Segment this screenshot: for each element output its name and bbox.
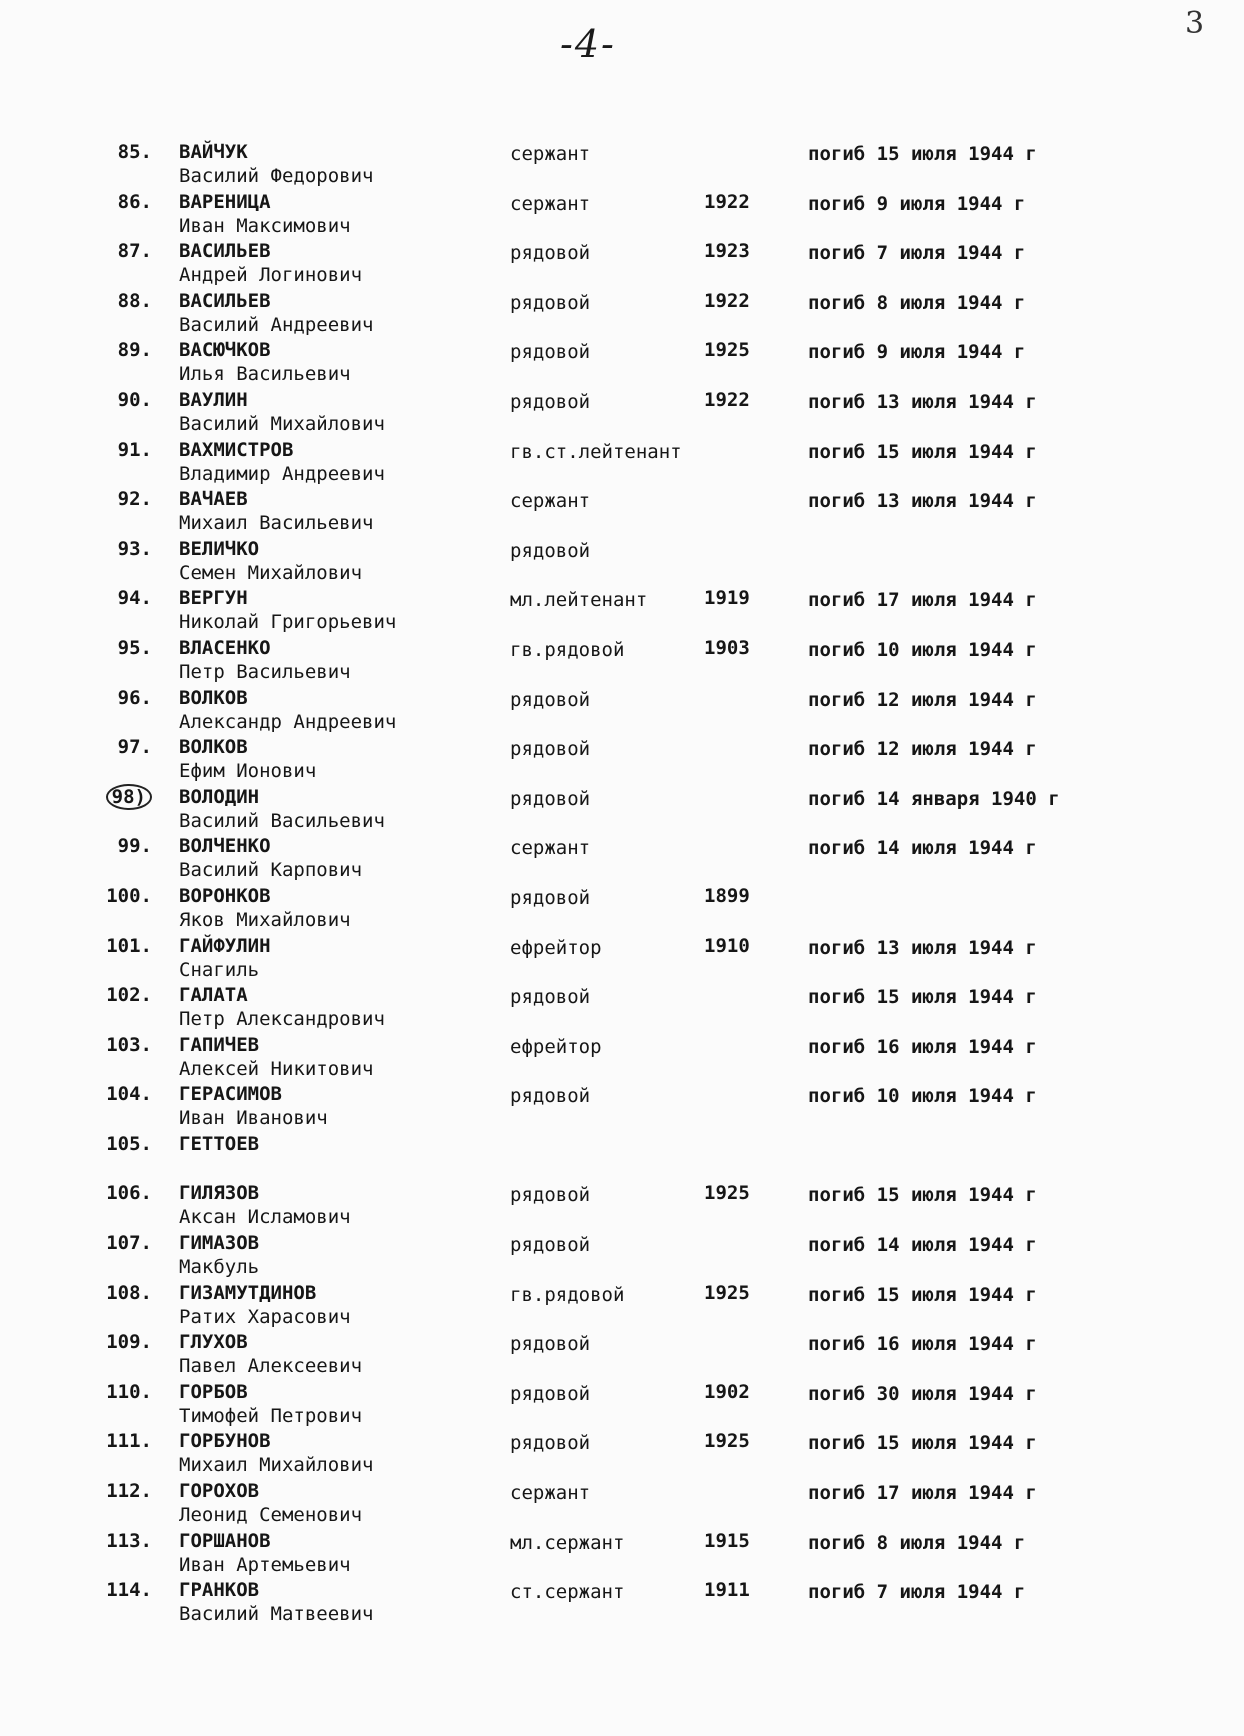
list-item bbox=[0, 338, 1244, 388]
list-item bbox=[0, 1033, 1244, 1083]
fate-note: погиб 15 июля 1944 г bbox=[808, 440, 1037, 463]
surname: ГЕРАСИМОВ bbox=[179, 1083, 282, 1106]
list-item bbox=[0, 636, 1244, 686]
military-rank: рядовой bbox=[510, 539, 591, 562]
list-item bbox=[0, 1281, 1244, 1331]
fate-note: погиб 14 июля 1944 г bbox=[808, 1234, 1037, 1257]
surname: ГЛУХОВ bbox=[179, 1331, 248, 1354]
record-number: 96. bbox=[117, 686, 152, 709]
birth-year: 1922 bbox=[704, 388, 750, 411]
birth-year: 1922 bbox=[704, 289, 750, 312]
list-item bbox=[0, 239, 1244, 289]
given-name: Павел Алексеевич bbox=[179, 1355, 363, 1378]
fate-note: погиб 15 июля 1944 г bbox=[808, 1283, 1037, 1306]
birth-year: 1910 bbox=[704, 934, 750, 957]
given-name: Ратих Харасович bbox=[179, 1305, 351, 1328]
fate-note: погиб 17 июля 1944 г bbox=[808, 1482, 1037, 1505]
surname: ВАЙЧУК bbox=[179, 141, 248, 163]
record-number: 94. bbox=[117, 587, 152, 610]
given-name: Яков Михайлович bbox=[179, 908, 351, 931]
surname: ГЕТТОЕВ bbox=[179, 1132, 260, 1155]
given-name: Василий Андреевич bbox=[179, 313, 374, 336]
birth-year: 1925 bbox=[704, 1182, 750, 1205]
given-name: Петр Васильевич bbox=[179, 660, 351, 683]
list-item bbox=[0, 438, 1244, 488]
given-name: Снагиль bbox=[179, 958, 260, 981]
surname: ВАСЮЧКОВ bbox=[179, 339, 271, 362]
military-rank: рядовой bbox=[510, 986, 591, 1009]
surname: ВАУЛИН bbox=[179, 388, 248, 411]
fate-note: погиб 17 июля 1944 г bbox=[808, 589, 1037, 612]
given-name: Леонид Семенович bbox=[179, 1504, 363, 1527]
list-item bbox=[0, 884, 1244, 934]
birth-year: 1911 bbox=[704, 1579, 750, 1602]
fate-note: погиб 8 июля 1944 г bbox=[808, 1531, 1026, 1554]
military-rank: рядовой bbox=[510, 1432, 591, 1455]
fate-note: погиб 15 июля 1944 г bbox=[808, 1184, 1037, 1207]
fate-note: погиб 12 июля 1944 г bbox=[808, 688, 1037, 711]
military-rank: гв.ст.лейтенант bbox=[510, 440, 682, 463]
record-number: 85. bbox=[117, 141, 152, 163]
birth-year: 1915 bbox=[704, 1529, 750, 1552]
birth-year: 1923 bbox=[704, 240, 750, 263]
surname: ВАСИЛЬЕВ bbox=[179, 240, 271, 263]
record-number: 108. bbox=[106, 1281, 152, 1304]
fate-note: погиб 16 июля 1944 г bbox=[808, 1035, 1037, 1058]
military-rank: гв.рядовой bbox=[510, 638, 625, 661]
list-item bbox=[0, 735, 1244, 785]
list-item bbox=[0, 1181, 1244, 1231]
military-rank: рядовой bbox=[510, 1085, 591, 1108]
fate-note: погиб 12 июля 1944 г bbox=[808, 738, 1037, 761]
surname: ВОРОНКОВ bbox=[179, 884, 271, 907]
military-rank: рядовой bbox=[510, 1234, 591, 1257]
record-number: 110. bbox=[106, 1380, 152, 1403]
given-name: Александр Андреевич bbox=[179, 710, 397, 733]
list-item bbox=[0, 537, 1244, 587]
surname: ГАЙФУЛИН bbox=[179, 934, 271, 957]
fate-note: погиб 13 июля 1944 г bbox=[808, 390, 1037, 413]
record-number: 88. bbox=[117, 289, 152, 312]
military-rank: рядовой bbox=[510, 291, 591, 314]
list-item bbox=[0, 1429, 1244, 1479]
surname: ГИЗАМУТДИНОВ bbox=[179, 1281, 317, 1304]
given-name: Иван Иванович bbox=[179, 1107, 328, 1130]
fate-note: погиб 16 июля 1944 г bbox=[808, 1333, 1037, 1356]
military-rank: сержант bbox=[510, 837, 591, 860]
given-name: Михаил Васильевич bbox=[179, 512, 374, 535]
birth-year: 1925 bbox=[704, 339, 750, 362]
fate-note: погиб 14 июля 1944 г bbox=[808, 837, 1037, 860]
birth-year: 1925 bbox=[704, 1281, 750, 1304]
given-name: Андрей Логинович bbox=[179, 264, 363, 287]
fate-note: погиб 14 января 1940 г bbox=[808, 787, 1060, 810]
given-name: Василий Федорович bbox=[179, 165, 374, 187]
record-number: 103. bbox=[106, 1033, 152, 1056]
record-number: 102. bbox=[106, 984, 152, 1007]
given-name: Макбуль bbox=[179, 1256, 260, 1279]
list-item bbox=[0, 388, 1244, 438]
given-name: Тимофей Петрович bbox=[179, 1404, 363, 1427]
fate-note: погиб 7 июля 1944 г bbox=[808, 1581, 1026, 1604]
list-item bbox=[0, 289, 1244, 339]
record-number bbox=[82, 785, 152, 809]
given-name: Василий Карпович bbox=[179, 859, 363, 882]
record-number: 114. bbox=[106, 1579, 152, 1602]
record-number: 95. bbox=[117, 636, 152, 659]
military-rank: сержант bbox=[510, 490, 591, 513]
given-name: Илья Васильевич bbox=[179, 363, 351, 386]
given-name: Ефим Ионович bbox=[179, 760, 317, 783]
surname: ВОЛКОВ bbox=[179, 686, 248, 709]
surname: ВЕРГУН bbox=[179, 587, 248, 610]
list-item bbox=[0, 934, 1244, 984]
fate-note: погиб 15 июля 1944 г bbox=[808, 986, 1037, 1009]
record-number: 86. bbox=[117, 190, 152, 213]
record-number: 113. bbox=[106, 1529, 152, 1552]
military-rank: рядовой bbox=[510, 1184, 591, 1207]
handwritten-circle-mark: 98) bbox=[106, 784, 152, 810]
fate-note: погиб 10 июля 1944 г bbox=[808, 1085, 1037, 1108]
record-number: 105. bbox=[106, 1132, 152, 1155]
list-item bbox=[0, 686, 1244, 736]
given-name: Владимир Андреевич bbox=[179, 462, 385, 485]
list-item bbox=[0, 983, 1244, 1033]
military-rank: рядовой bbox=[510, 1333, 591, 1356]
birth-year: 1922 bbox=[704, 190, 750, 213]
list-item bbox=[0, 140, 1244, 190]
record-number: 92. bbox=[117, 488, 152, 511]
list-item bbox=[0, 487, 1244, 537]
military-rank: рядовой bbox=[510, 738, 591, 761]
birth-year: 1925 bbox=[704, 1430, 750, 1453]
page-number: -4- bbox=[560, 22, 616, 66]
given-name: Николай Григорьевич bbox=[179, 611, 397, 634]
surname: ВЕЛИЧКО bbox=[179, 537, 260, 560]
list-item bbox=[0, 1529, 1244, 1579]
list-item bbox=[0, 834, 1244, 884]
record-number: 109. bbox=[106, 1331, 152, 1354]
record-number: 89. bbox=[117, 339, 152, 362]
list-item bbox=[0, 785, 1244, 835]
record-number: 91. bbox=[117, 438, 152, 461]
given-name: Василий Михайлович bbox=[179, 412, 385, 435]
military-rank: рядовой bbox=[510, 1382, 591, 1405]
fate-note: погиб 8 июля 1944 г bbox=[808, 291, 1026, 314]
list-item bbox=[0, 1132, 1244, 1182]
record-number: 112. bbox=[106, 1480, 152, 1503]
list-item bbox=[0, 190, 1244, 240]
surname: ВОЛКОВ bbox=[179, 736, 248, 759]
military-rank: рядовой bbox=[510, 390, 591, 413]
surname: ВАСИЛЬЕВ bbox=[179, 289, 271, 312]
surname: ГОРБУНОВ bbox=[179, 1430, 271, 1453]
surname: ВЛАСЕНКО bbox=[179, 636, 271, 659]
surname: ГОРБОВ bbox=[179, 1380, 248, 1403]
given-name: Семен Михайлович bbox=[179, 561, 363, 584]
list-item bbox=[0, 1380, 1244, 1430]
military-rank: рядовой bbox=[510, 242, 591, 265]
birth-year: 1903 bbox=[704, 636, 750, 659]
list-item bbox=[0, 1330, 1244, 1380]
casualty-list bbox=[0, 140, 1244, 1628]
surname: ВОЛОДИН bbox=[179, 785, 260, 808]
birth-year: 1919 bbox=[704, 587, 750, 610]
surname: ГИЛЯЗОВ bbox=[179, 1182, 260, 1205]
given-name: Иван Артемьевич bbox=[179, 1553, 351, 1576]
list-item bbox=[0, 1082, 1244, 1132]
fate-note: погиб 13 июля 1944 г bbox=[808, 936, 1037, 959]
fate-note: погиб 10 июля 1944 г bbox=[808, 638, 1037, 661]
military-rank: гв.рядовой bbox=[510, 1283, 625, 1306]
given-name: Петр Александрович bbox=[179, 1008, 385, 1031]
surname: ГИМАЗОВ bbox=[179, 1232, 260, 1255]
archive-corner-mark: 3 bbox=[1185, 6, 1205, 41]
list-item bbox=[0, 1479, 1244, 1529]
surname: ВАРЕНИЦА bbox=[179, 190, 271, 213]
military-rank: ефрейтор bbox=[510, 1035, 602, 1058]
fate-note: погиб 15 июля 1944 г bbox=[808, 143, 1037, 165]
military-rank: сержант bbox=[510, 1482, 591, 1505]
list-item bbox=[0, 586, 1244, 636]
given-name: Аксан Исламович bbox=[179, 1206, 351, 1229]
record-number: 87. bbox=[117, 240, 152, 263]
fate-note: погиб 9 июля 1944 г bbox=[808, 341, 1026, 364]
military-rank: рядовой bbox=[510, 787, 591, 810]
given-name: Василий Васильевич bbox=[179, 809, 385, 832]
military-rank: сержант bbox=[510, 192, 591, 215]
record-number: 90. bbox=[117, 388, 152, 411]
record-number: 100. bbox=[106, 884, 152, 907]
surname: ГОРОХОВ bbox=[179, 1480, 260, 1503]
surname: ВОЛЧЕНКО bbox=[179, 835, 271, 858]
military-rank: ст.сержант bbox=[510, 1581, 625, 1604]
military-rank: рядовой bbox=[510, 886, 591, 909]
birth-year: 1902 bbox=[704, 1380, 750, 1403]
record-number: 106. bbox=[106, 1182, 152, 1205]
birth-year: 1899 bbox=[704, 884, 750, 907]
record-number: 101. bbox=[106, 934, 152, 957]
fate-note: погиб 15 июля 1944 г bbox=[808, 1432, 1037, 1455]
fate-note: погиб 30 июля 1944 г bbox=[808, 1382, 1037, 1405]
record-number: 111. bbox=[106, 1430, 152, 1453]
surname: ГАЛАТА bbox=[179, 984, 248, 1007]
given-name: Алексей Никитович bbox=[179, 1057, 374, 1080]
fate-note: погиб 13 июля 1944 г bbox=[808, 490, 1037, 513]
surname: ГОРШАНОВ bbox=[179, 1529, 271, 1552]
military-rank: ефрейтор bbox=[510, 936, 602, 959]
military-rank: рядовой bbox=[510, 341, 591, 364]
record-number: 93. bbox=[117, 537, 152, 560]
given-name: Василий Матвеевич bbox=[179, 1603, 374, 1626]
military-rank: рядовой bbox=[510, 688, 591, 711]
list-item bbox=[0, 1578, 1244, 1628]
record-number: 99. bbox=[117, 835, 152, 858]
list-item bbox=[0, 1231, 1244, 1281]
record-number: 104. bbox=[106, 1083, 152, 1106]
fate-note: погиб 7 июля 1944 г bbox=[808, 242, 1026, 265]
record-number: 107. bbox=[106, 1232, 152, 1255]
given-name: Иван Максимович bbox=[179, 214, 351, 237]
surname: ГАПИЧЕВ bbox=[179, 1033, 260, 1056]
surname: ВАЧАЕВ bbox=[179, 488, 248, 511]
surname: ГРАНКОВ bbox=[179, 1579, 260, 1602]
fate-note: погиб 9 июля 1944 г bbox=[808, 192, 1026, 215]
given-name: Михаил Михайлович bbox=[179, 1454, 374, 1477]
record-number: 97. bbox=[117, 736, 152, 759]
military-rank: сержант bbox=[510, 143, 591, 165]
surname: ВАХМИСТРОВ bbox=[179, 438, 294, 461]
military-rank: мл.лейтенант bbox=[510, 589, 648, 612]
military-rank: мл.сержант bbox=[510, 1531, 625, 1554]
